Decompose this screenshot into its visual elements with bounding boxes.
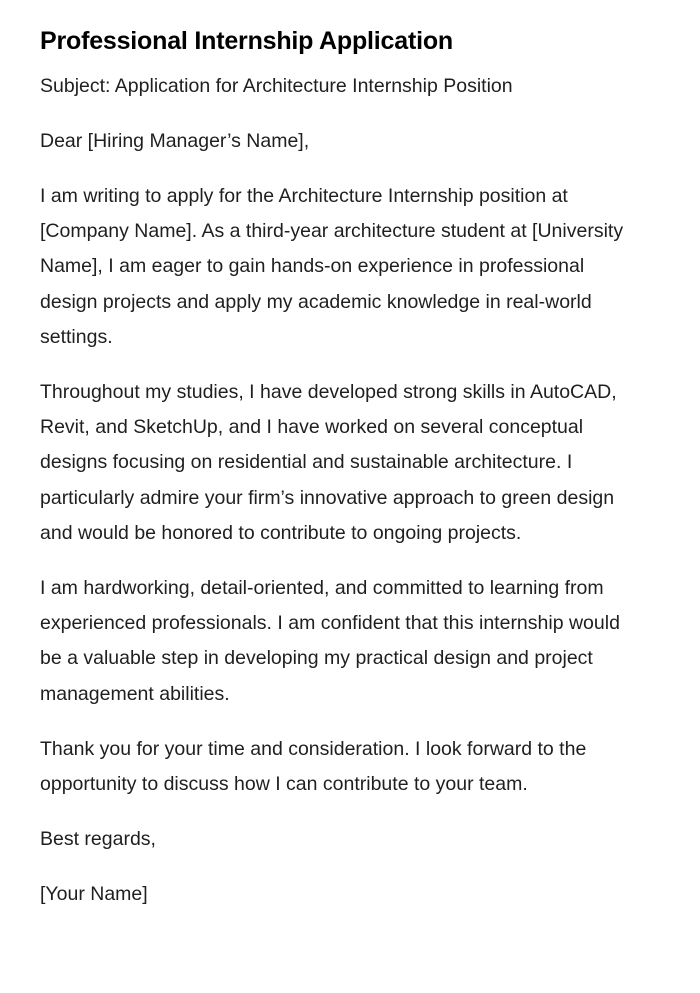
body-paragraph-3: I am hardworking, detail-oriented, and committed to learning from experienced professionals. I am confident that this internship would be a valuable step in developing my practical design and project management abilities. [40,577,620,705]
salutation: Dear [Hiring Manager’s Name], [40,130,310,152]
subject-line: Subject: Application for Architecture Internship Position [40,75,513,97]
document-title: Professional Internship Application [40,27,453,55]
signature: [Your Name] [40,883,148,906]
body-paragraph-2: Throughout my studies, I have developed strong skills in AutoCAD, Revit, and SketchUp, and I have worked on several conceptual designs focusing on residential and sustainable architecture. I particularly admire your firm’s innovative approach to green design and would be honored to contribute to ongoing projects. [40,381,617,544]
body-paragraph-1: I am writing to apply for the Architecture Internship position at [Company Name]. As a third-year architecture student at [University Name], I am eager to gain hands-on experience in professional design projects and apply my academic knowledge in real-world settings. [40,185,624,348]
body-paragraph-4: Thank you for your time and consideration. I look forward to the opportunity to discuss how I can contribute to your team. [40,737,587,796]
closing: Best regards, [40,828,156,851]
